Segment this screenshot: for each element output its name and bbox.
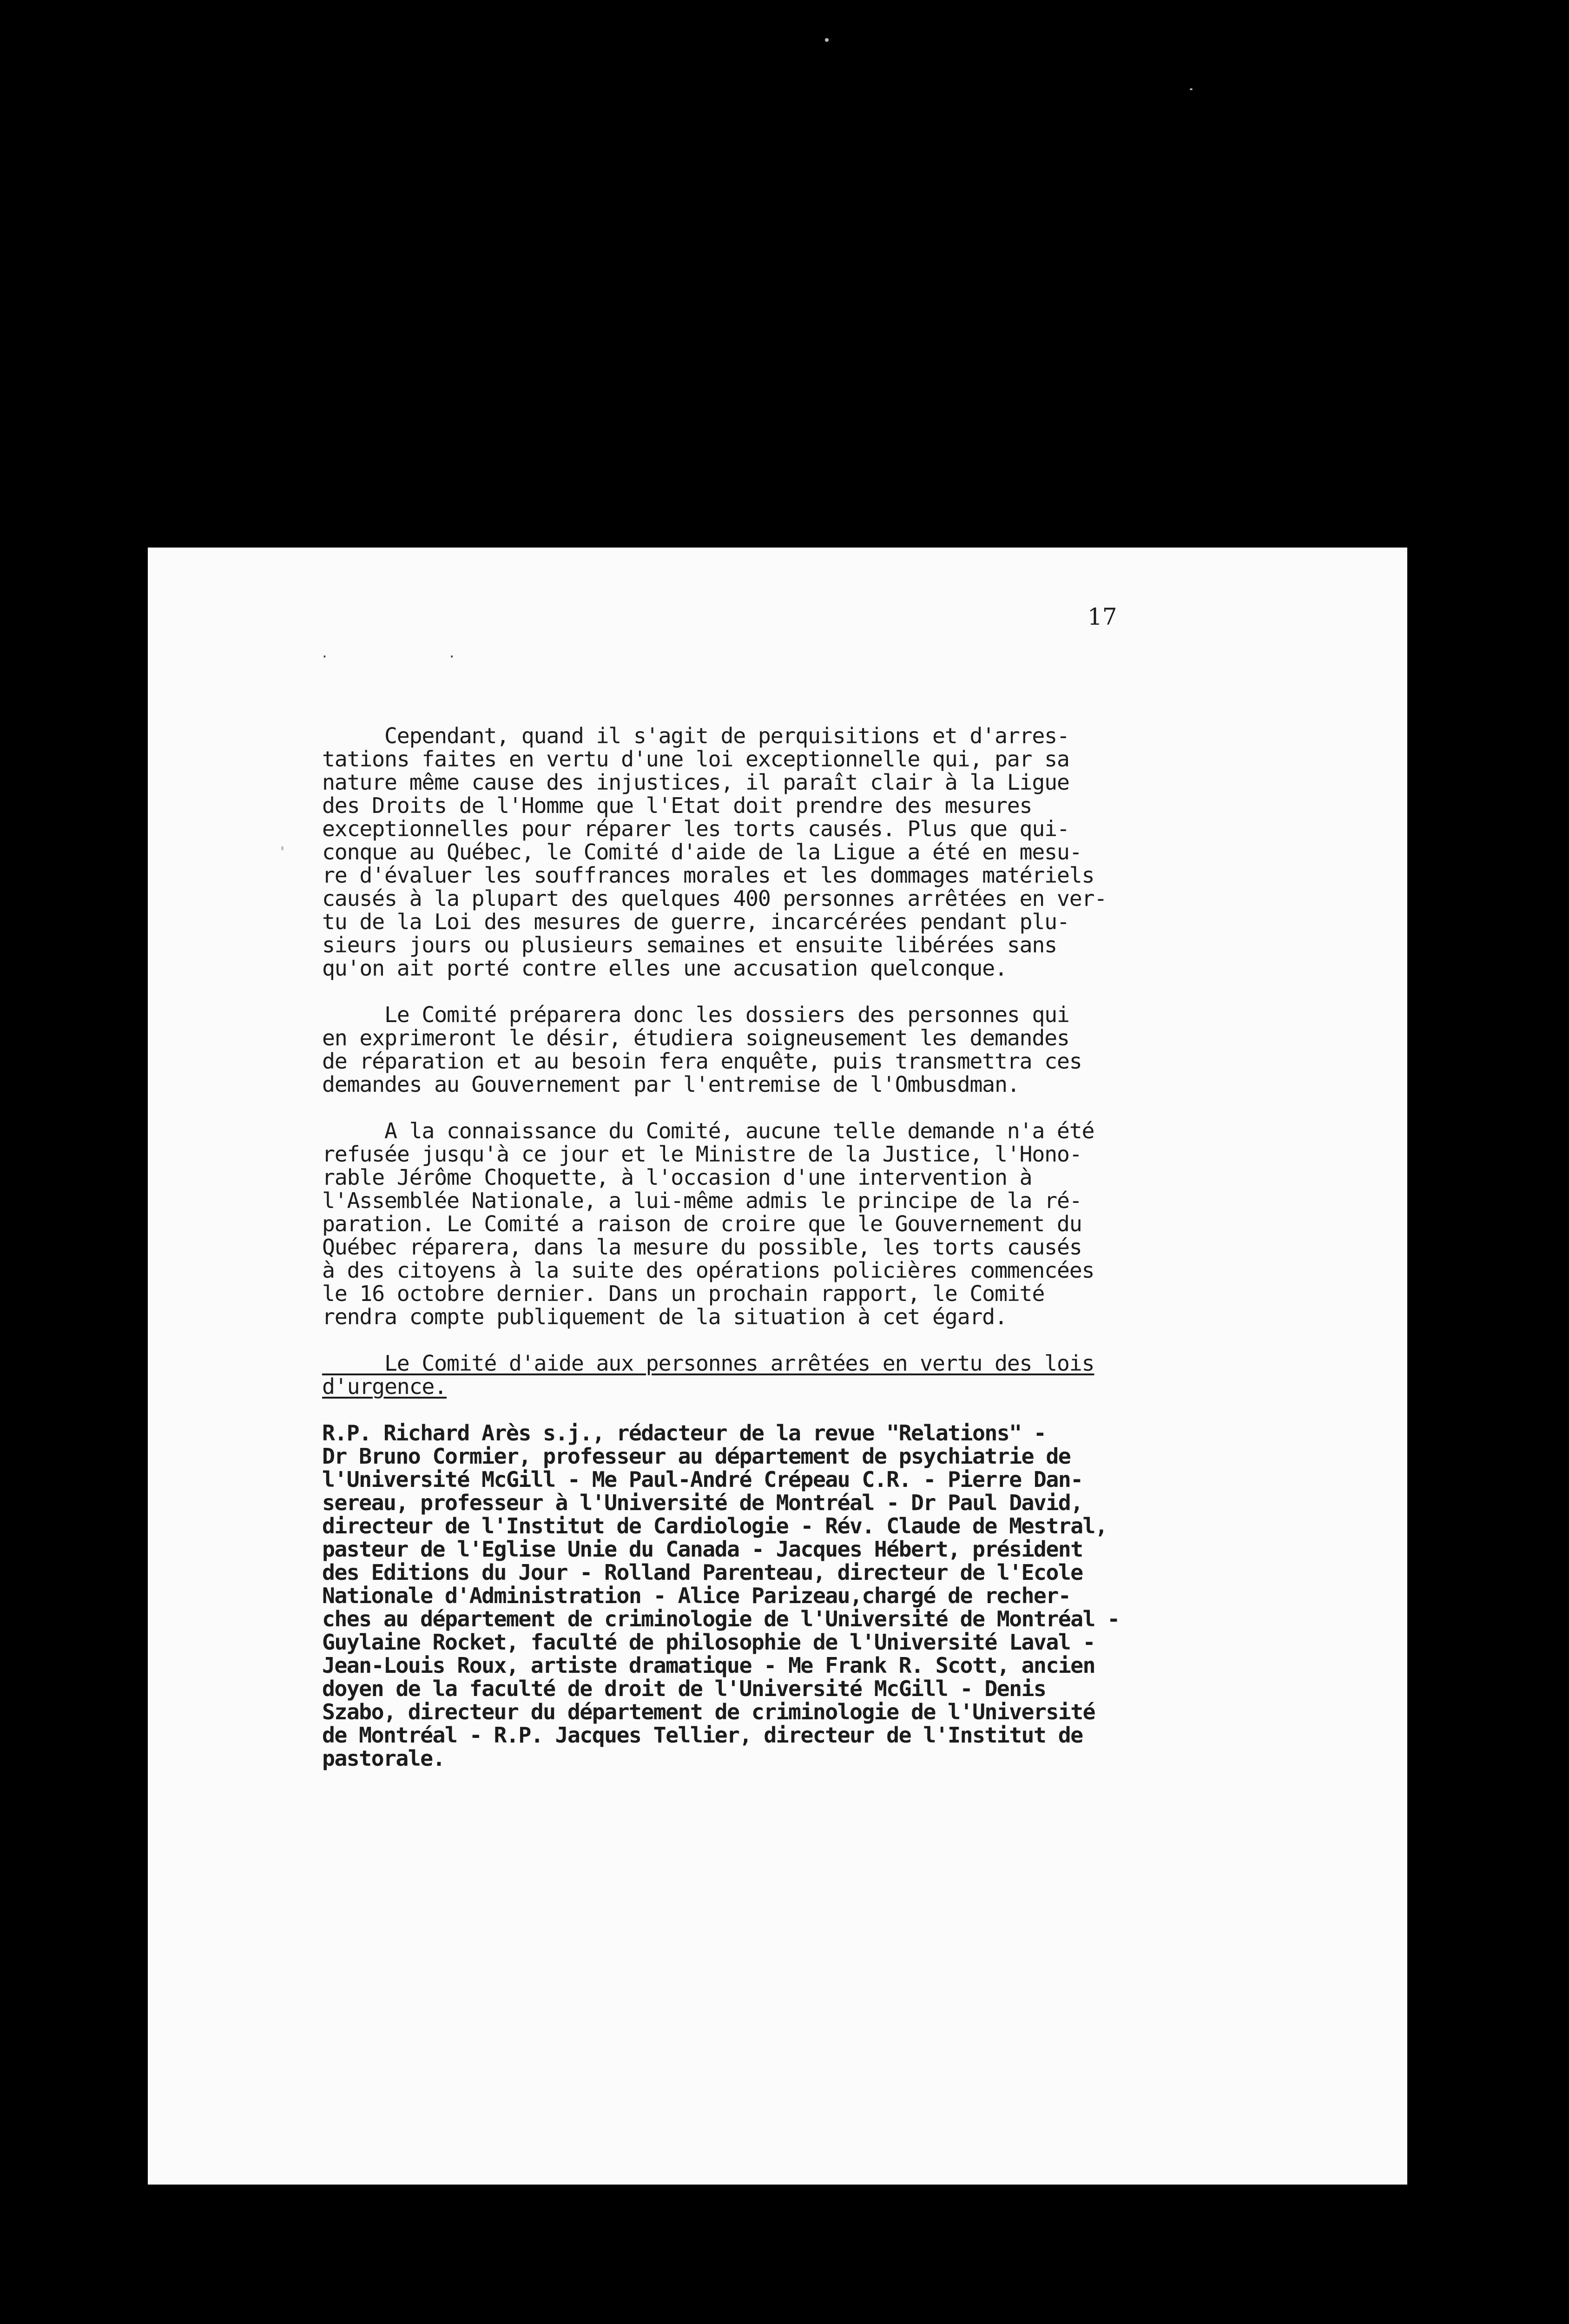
heading-line: Le Comité d'aide aux personnes arrêtées en vertu des lois (322, 1351, 1094, 1376)
film-speck (281, 846, 283, 851)
member-line: Szabo, directeur du département de criminologie de l'Université (322, 1699, 1095, 1724)
heading-line: d'urgence. (322, 1374, 447, 1399)
member-line: des Editions du Jour - Rolland Parenteau, directeur de l'Ecole (322, 1560, 1083, 1585)
text-line: rendra compte publiquement de la situation à cet égard. (322, 1304, 1007, 1329)
text-line: causés à la plupart des quelques 400 personnes arrêtées en ver- (322, 886, 1107, 911)
film-speck (1190, 88, 1193, 90)
text-line: rable Jérôme Choquette, à l'occasion d'une intervention à (322, 1165, 1032, 1190)
text-line: des Droits de l'Homme que l'Etat doit prendre des mesures (322, 793, 1032, 818)
text-line: re d'évaluer les souffrances morales et les dommages matériels (322, 863, 1094, 888)
member-line: directeur de l'Institut de Cardiologie - Rév. Claude de Mestral, (322, 1513, 1108, 1538)
member-line: de Montréal - R.P. Jacques Tellier, directeur de l'Institut de (322, 1723, 1083, 1748)
member-line: R.P. Richard Arès s.j., rédacteur de la revue "Relations" - (322, 1420, 1046, 1446)
document-page (148, 548, 1407, 2185)
member-line: Jean-Louis Roux, artiste dramatique - Me Frank R. Scott, ancien (322, 1653, 1095, 1678)
page-number: 17 (1088, 603, 1117, 630)
text-line: le 16 octobre dernier. Dans un prochain rapport, le Comité (322, 1281, 1045, 1306)
committee-members-list (322, 1421, 1314, 1770)
text-line: à des citoyens à la suite des opérations policières commencées (322, 1258, 1094, 1283)
member-line: sereau, professeur à l'Université de Montréal - Dr Paul David, (322, 1490, 1083, 1515)
member-line: Guylaine Rocket, faculté de philosophie de l'Université Laval - (322, 1630, 1095, 1655)
member-line: pastorale. (322, 1746, 445, 1771)
text-line: en exprimeront le désir, étudiera soigneusement les demandes (322, 1025, 1069, 1050)
paragraph-ministre (322, 1119, 1314, 1328)
member-line: pasteur de l'Eglise Unie du Canada - Jacques Hébert, président (322, 1537, 1083, 1562)
text-line: refusée jusqu'à ce jour et le Ministre de la Justice, l'Hono- (322, 1142, 1082, 1167)
member-line: ches au département de criminologie de l'Université de Montréal - (322, 1606, 1120, 1631)
margin-marks: · · (321, 649, 512, 664)
member-line: Nationale d'Administration - Alice Parizeau,chargé de recher- (322, 1583, 1071, 1608)
text-line: tations faites en vertu d'une loi exceptionnelle qui, par sa (322, 746, 1069, 772)
text-line: Québec réparera, dans la mesure du possible, les torts causés (322, 1235, 1082, 1260)
text-line: Le Comité préparera donc les dossiers des personnes qui (322, 1002, 1069, 1027)
text-line: A la connaissance du Comité, aucune telle demande n'a été (322, 1118, 1094, 1143)
text-line: nature même cause des injustices, il paraît clair à la Ligue (322, 770, 1069, 795)
text-line: conque au Québec, le Comité d'aide de la Ligue a été en mesu- (322, 839, 1082, 865)
paragraph-reparation (322, 724, 1314, 980)
text-line: de réparation et au besoin fera enquête, puis transmettra ces (322, 1049, 1082, 1074)
paragraph-dossiers (322, 1003, 1314, 1096)
film-speck (825, 38, 829, 42)
text-line: qu'on ait porté contre elles une accusation quelconque. (322, 956, 1007, 981)
member-line: Dr Bruno Cormier, professeur au département de psychiatrie de (322, 1444, 1071, 1469)
member-line: l'Université McGill - Me Paul-André Crépeau C.R. - Pierre Dan- (322, 1467, 1083, 1492)
text-line: paration. Le Comité a raison de croire que le Gouvernement du (322, 1211, 1082, 1236)
document-body (322, 724, 1314, 1793)
text-line: demandes au Gouvernement par l'entremise de l'Ombusdman. (322, 1072, 1020, 1097)
text-line: l'Assemblée Nationale, a lui-même admis le principe de la ré- (322, 1188, 1082, 1213)
member-line: doyen de la faculté de droit de l'Université McGill - Denis (322, 1676, 1046, 1701)
text-line: exceptionnelles pour réparer les torts causés. Plus que qui- (322, 816, 1069, 841)
text-line: Cependant, quand il s'agit de perquisitions et d'arres- (322, 723, 1069, 748)
committee-heading (322, 1352, 1314, 1398)
text-line: sieurs jours ou plusieurs semaines et ensuite libérées sans (322, 932, 1057, 957)
text-line: tu de la Loi des mesures de guerre, incarcérées pendant plu- (322, 909, 1069, 934)
